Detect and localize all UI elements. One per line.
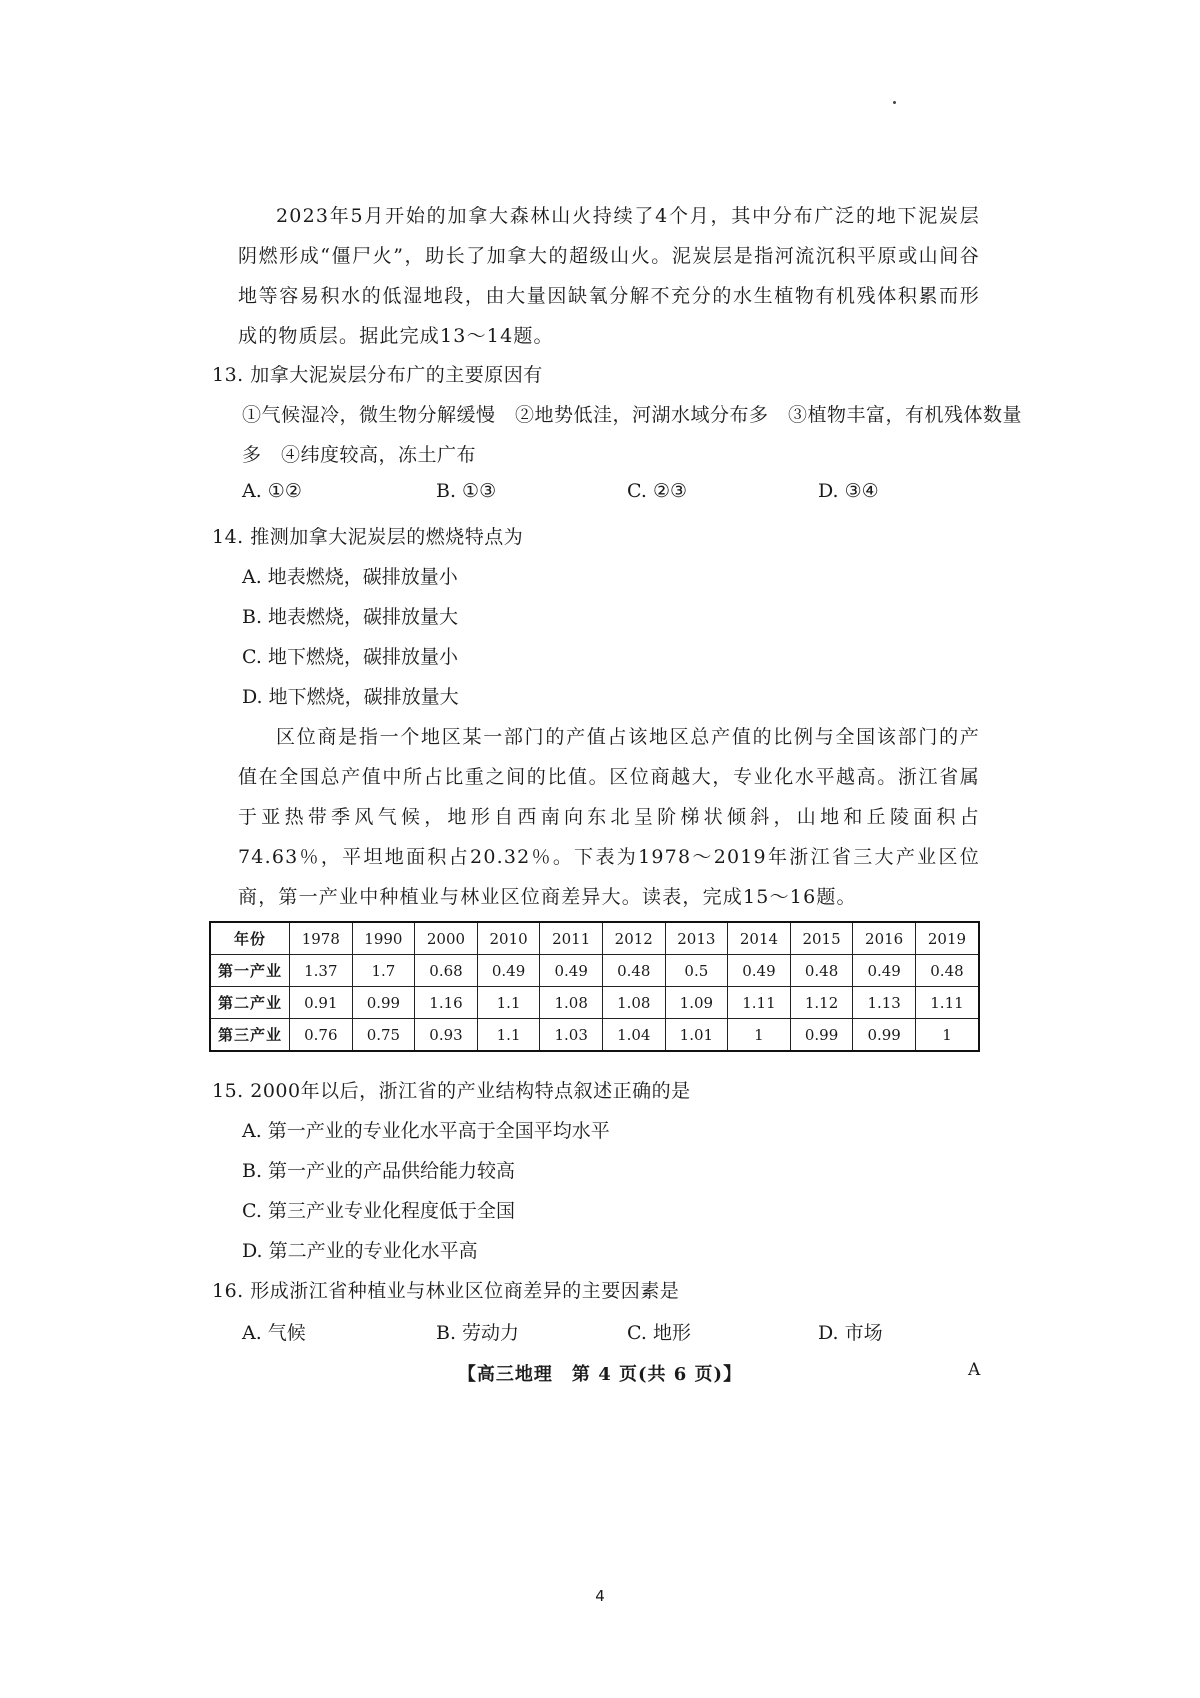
question-14-stem: 14. 推测加拿大泥炭层的燃烧特点为 [212,526,524,548]
table-cell: 1.03 [540,1019,603,1052]
table-cell: 0.48 [915,955,979,987]
table-cell: 第三产业 [210,1019,290,1052]
table-cell: 1.16 [415,987,478,1019]
table-cell: 0.93 [415,1019,478,1052]
question-14-option-b[interactable]: B. 地表燃烧，碳排放量大 [242,606,459,628]
table-cell: 1.13 [853,987,916,1019]
location-quotient-table [209,921,980,1052]
question-13-items-line2: 多 ④纬度较高，冻土广布 [242,444,477,466]
question-16-option-b[interactable]: B. 劳动力 [436,1322,520,1344]
question-15-option-c[interactable]: C. 第三产业专业化程度低于全国 [242,1200,515,1222]
table-cell: 2012 [602,922,665,955]
table-header-row [210,922,979,955]
table-cell: 0.49 [540,955,603,987]
table-row [210,1019,979,1052]
table-cell: 1.04 [602,1019,665,1052]
question-15-option-a[interactable]: A. 第一产业的专业化水平高于全国平均水平 [242,1120,610,1142]
question-16-option-c[interactable]: C. 地形 [627,1322,691,1344]
table-cell: 1.12 [790,987,853,1019]
table-cell: 1 [915,1019,979,1052]
table-cell: 1.1 [477,987,540,1019]
table-cell: 2013 [665,922,728,955]
table-cell: 1.11 [728,987,791,1019]
question-13-items-line1: ①气候湿冷，微生物分解缓慢 ②地势低洼，河湖水域分布多 ③植物丰富，有机残体数量 [242,404,1023,426]
question-13-option-b[interactable]: B. ①③ [436,480,497,502]
table-cell: 1.01 [665,1019,728,1052]
table-cell: 2011 [540,922,603,955]
table-cell: 2000 [415,922,478,955]
question-16-stem: 16. 形成浙江省种植业与林业区位商差异的主要因素是 [212,1280,680,1302]
table-cell: 0.48 [790,955,853,987]
question-16-option-a[interactable]: A. 气候 [242,1322,306,1344]
table-cell: 2014 [728,922,791,955]
table-cell: 0.76 [290,1019,353,1052]
page-footer: 【高三地理 第 4 页(共 6 页)】 [457,1364,743,1385]
table-cell: 1.1 [477,1019,540,1052]
table-cell: 0.91 [290,987,353,1019]
passage-text: 区位商是指一个地区某一部门的产值占该地区总产值的比例与全国该部门的产值在全国总产值中所占比重之间的比值。区位商越大，专业化水平越高。浙江省属于亚热带季风气候，地形自西南向东北呈阶梯状倾斜，山地和丘陵面积占74.63％，平坦地面积占20.32％。下表为1978～2019年浙江省三大产业区位商，第一产业中种植业与林业区位商差异大。读表，完成15～16题。 [238,726,980,908]
question-14-option-a[interactable]: A. 地表燃烧，碳排放量小 [242,566,458,588]
table-cell: 年份 [210,922,290,955]
question-15-option-d[interactable]: D. 第二产业的专业化水平高 [242,1240,478,1262]
question-15-option-b[interactable]: B. 第一产业的产品供给能力较高 [242,1160,516,1182]
table-cell: 第一产业 [210,955,290,987]
table-row [210,987,979,1019]
table-cell: 0.99 [352,987,415,1019]
paper-version: A [968,1360,981,1380]
table-cell: 0.99 [853,1019,916,1052]
table-cell: 0.75 [352,1019,415,1052]
table-cell: 第二产业 [210,987,290,1019]
question-14-option-c[interactable]: C. 地下燃烧，碳排放量小 [242,646,458,668]
table-cell: 1.08 [602,987,665,1019]
question-16-option-d[interactable]: D. 市场 [818,1322,883,1344]
table-cell: 2019 [915,922,979,955]
table-cell: 1990 [352,922,415,955]
table-cell: 1978 [290,922,353,955]
table-cell: 1.11 [915,987,979,1019]
table-cell: 2016 [853,922,916,955]
table-cell: 0.48 [602,955,665,987]
table-cell: 1 [728,1019,791,1052]
question-14-option-d[interactable]: D. 地下燃烧，碳排放量大 [242,686,459,708]
table-cell: 0.68 [415,955,478,987]
table-cell: 0.99 [790,1019,853,1052]
table-cell: 0.49 [853,955,916,987]
page-number: 4 [595,1587,605,1605]
table-cell: 0.5 [665,955,728,987]
question-13-option-c[interactable]: C. ②③ [627,480,688,502]
passage-peat-fire [238,196,980,356]
table-cell: 0.49 [728,955,791,987]
table-cell: 1.09 [665,987,728,1019]
table-cell: 1.7 [352,955,415,987]
table-cell: 2015 [790,922,853,955]
passage-location-quotient [238,717,980,917]
question-13-stem: 13. 加拿大泥炭层分布广的主要原因有 [212,364,543,386]
table-cell: 1.37 [290,955,353,987]
passage-text: 2023年5月开始的加拿大森林山火持续了4个月，其中分布广泛的地下泥炭层阴燃形成“僵尸火”，助长了加拿大的超级山火。泥炭层是指河流沉积平原或山间谷地等容易积水的低湿地段，由大量因缺氧分解不充分的水生植物有机残体积累而形成的物质层。据此完成13～14题。 [238,205,980,347]
question-13-option-d[interactable]: D. ③④ [818,480,879,502]
table-row [210,955,979,987]
table-cell: 1.08 [540,987,603,1019]
question-13-option-a[interactable]: A. ①② [242,480,302,502]
table-cell: 2010 [477,922,540,955]
scan-speck [893,101,896,104]
question-15-stem: 15. 2000年以后，浙江省的产业结构特点叙述正确的是 [212,1080,691,1102]
table-cell: 0.49 [477,955,540,987]
